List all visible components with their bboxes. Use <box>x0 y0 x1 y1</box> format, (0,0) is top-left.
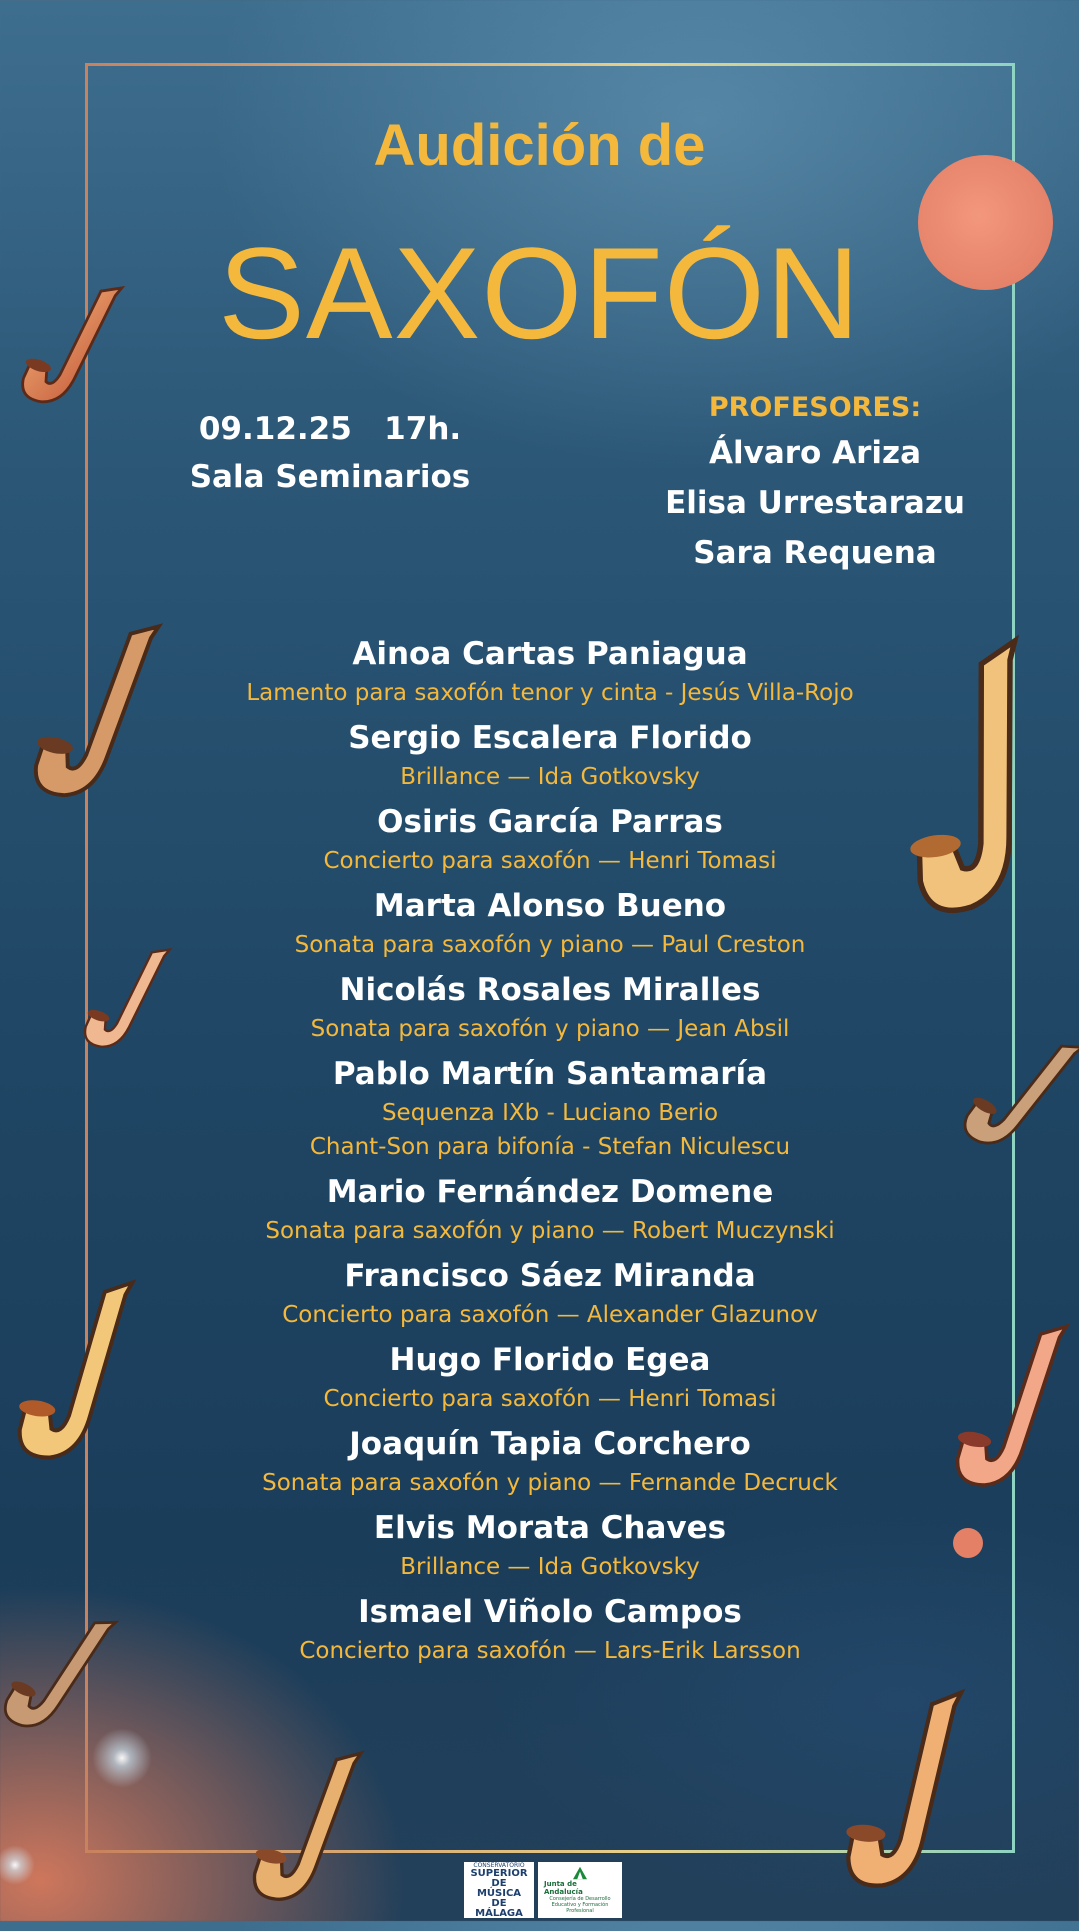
student-name: Elvis Morata Chaves <box>373 1510 727 1546</box>
event-date-time: 09.12.25 17h. <box>198 411 462 447</box>
small-orb <box>953 1528 983 1558</box>
piece-title: Lamento para saxofón tenor y cinta - Jesús Villa-Rojo <box>246 680 854 706</box>
piece-title: Brillance — Ida Gotkovsky <box>400 764 700 790</box>
performer-entry <box>150 1254 950 1332</box>
performer-entry <box>150 1422 950 1500</box>
piece-title: Concierto para saxofón — Alexander Glazunov <box>282 1302 818 1328</box>
performer-entry <box>150 1052 950 1164</box>
piece-title: Sonata para saxofón y piano — Robert Muczynski <box>265 1218 835 1244</box>
performer-entry <box>150 1506 950 1584</box>
student-name: Hugo Florido Egea <box>389 1342 711 1378</box>
title-line-2: SAXOFÓN <box>218 220 861 366</box>
piece-title: Sequenza IXb - Luciano Berio <box>381 1100 719 1126</box>
student-name: Sergio Escalera Florido <box>348 720 752 756</box>
junta-logo-line1: Junta de Andalucía <box>544 1880 583 1896</box>
performer-entry <box>150 632 950 710</box>
teacher-name: Sara Requena <box>693 535 937 571</box>
performer-entry <box>150 1170 950 1248</box>
performer-entry <box>150 884 950 962</box>
student-name: Nicolás Rosales Miralles <box>339 972 761 1008</box>
student-name: Francisco Sáez Miranda <box>344 1258 756 1294</box>
junta-emblem-icon <box>569 1866 591 1880</box>
piece-title: Sonata para saxofón y piano — Paul Creston <box>294 932 806 958</box>
conservatorio-logo-line2: SUPERIOR DE MÚSICA DE MÁLAGA <box>470 1867 528 1919</box>
student-name: Ainoa Cartas Paniagua <box>352 636 748 672</box>
event-details <box>140 405 520 501</box>
student-name: Mario Fernández Domene <box>326 1174 774 1210</box>
performer-entry <box>150 800 950 878</box>
performer-entry <box>150 716 950 794</box>
junta-logo-line2: Consejería de Desarrollo Educativo y Formación Profesional <box>549 1896 611 1914</box>
teacher-name: Elisa Urrestarazu <box>665 485 965 521</box>
teachers-label: PROFESORES: <box>708 392 922 423</box>
star-glow <box>92 1728 152 1788</box>
teachers-block <box>635 388 995 578</box>
conservatorio-logo-line1: CONSERVATORIO <box>473 1861 525 1869</box>
student-name: Ismael Viñolo Campos <box>358 1594 742 1630</box>
program-list <box>150 632 950 1674</box>
performer-entry <box>150 1338 950 1416</box>
piece-title: Brillance — Ida Gotkovsky <box>400 1554 700 1580</box>
footer-logos <box>464 1862 622 1918</box>
piece-title: Concierto para saxofón — Henri Tomasi <box>323 848 777 874</box>
performer-entry <box>150 968 950 1046</box>
conservatorio-logo <box>464 1862 534 1918</box>
student-name: Pablo Martín Santamaría <box>332 1056 768 1092</box>
teacher-name: Álvaro Ariza <box>709 435 921 471</box>
junta-logo <box>538 1862 622 1918</box>
star-glow <box>0 1845 35 1885</box>
piece-title: Sonata para saxofón y piano — Jean Absil <box>310 1016 790 1042</box>
student-name: Joaquín Tapia Corchero <box>349 1426 751 1462</box>
student-name: Osiris García Parras <box>377 804 723 840</box>
piece-title: Concierto para saxofón — Henri Tomasi <box>323 1386 777 1412</box>
event-venue: Sala Seminarios <box>189 459 471 495</box>
piece-title: Concierto para saxofón — Lars-Erik Larsson <box>299 1638 801 1664</box>
piece-title: Chant-Son para bifonía - Stefan Niculescu <box>309 1134 791 1160</box>
student-name: Marta Alonso Bueno <box>373 888 727 924</box>
saxophone-icon <box>829 1664 990 1925</box>
performer-entry <box>150 1590 950 1668</box>
piece-title: Sonata para saxofón y piano — Fernande Decruck <box>262 1470 838 1496</box>
title-line-1: Audición de <box>373 113 706 178</box>
